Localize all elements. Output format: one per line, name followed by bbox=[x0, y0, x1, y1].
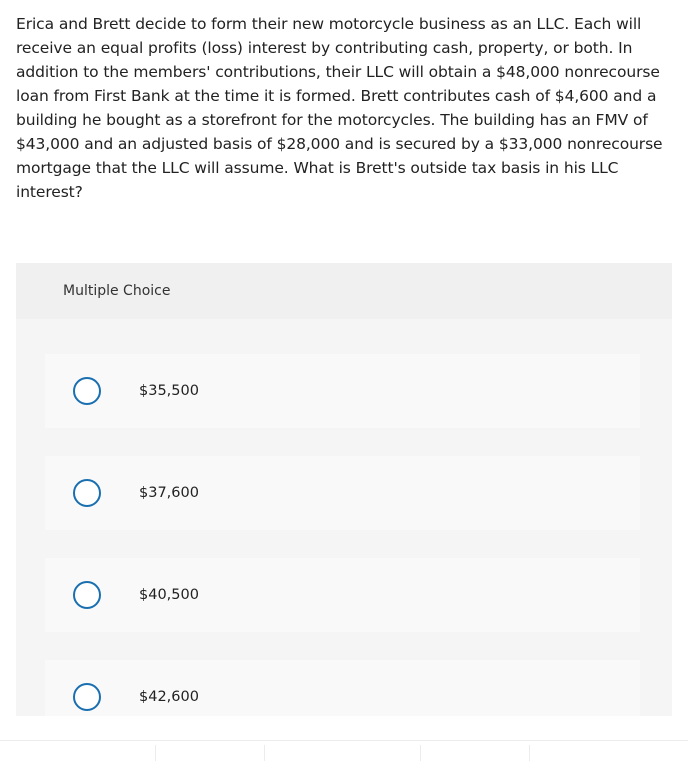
footer-divider bbox=[420, 745, 421, 761]
option-2[interactable] bbox=[45, 456, 640, 530]
footer-divider bbox=[264, 745, 265, 761]
option-label: $42,600 bbox=[139, 689, 199, 705]
footer-divider bbox=[529, 745, 530, 761]
radio-button-icon[interactable] bbox=[73, 377, 101, 405]
option-4[interactable] bbox=[45, 660, 640, 716]
radio-button-icon[interactable] bbox=[73, 683, 101, 711]
option-1[interactable] bbox=[45, 354, 640, 428]
radio-button-icon[interactable] bbox=[73, 581, 101, 609]
option-3[interactable] bbox=[45, 558, 640, 632]
multiple-choice-header: Multiple Choice bbox=[16, 263, 672, 319]
option-label: $37,600 bbox=[139, 485, 199, 501]
multiple-choice-panel bbox=[16, 263, 672, 716]
option-label: $35,500 bbox=[139, 383, 199, 399]
footer-bar bbox=[0, 740, 688, 761]
footer-divider bbox=[155, 745, 156, 761]
radio-button-icon[interactable] bbox=[73, 479, 101, 507]
question-text: Erica and Brett decide to form their new motorcycle business as an LLC. Each will receive an equal profits (loss) interest by contributing cash, property, or both. In addition to the members' contributions, their LLC will obtain a $48,000 nonrecourse loan from First Bank at the time it is formed. Brett contributes cash of $4,600 and a building he bought as a storefront for the motorcycles. The building has an FMV of $43,000 and an adjusted basis of $28,000 and is secured by a $33,000 nonrecourse mortgage that the LLC will assume. What is Brett's outside tax basis in his LLC interest? bbox=[16, 15, 663, 201]
option-label: $40,500 bbox=[139, 587, 199, 603]
